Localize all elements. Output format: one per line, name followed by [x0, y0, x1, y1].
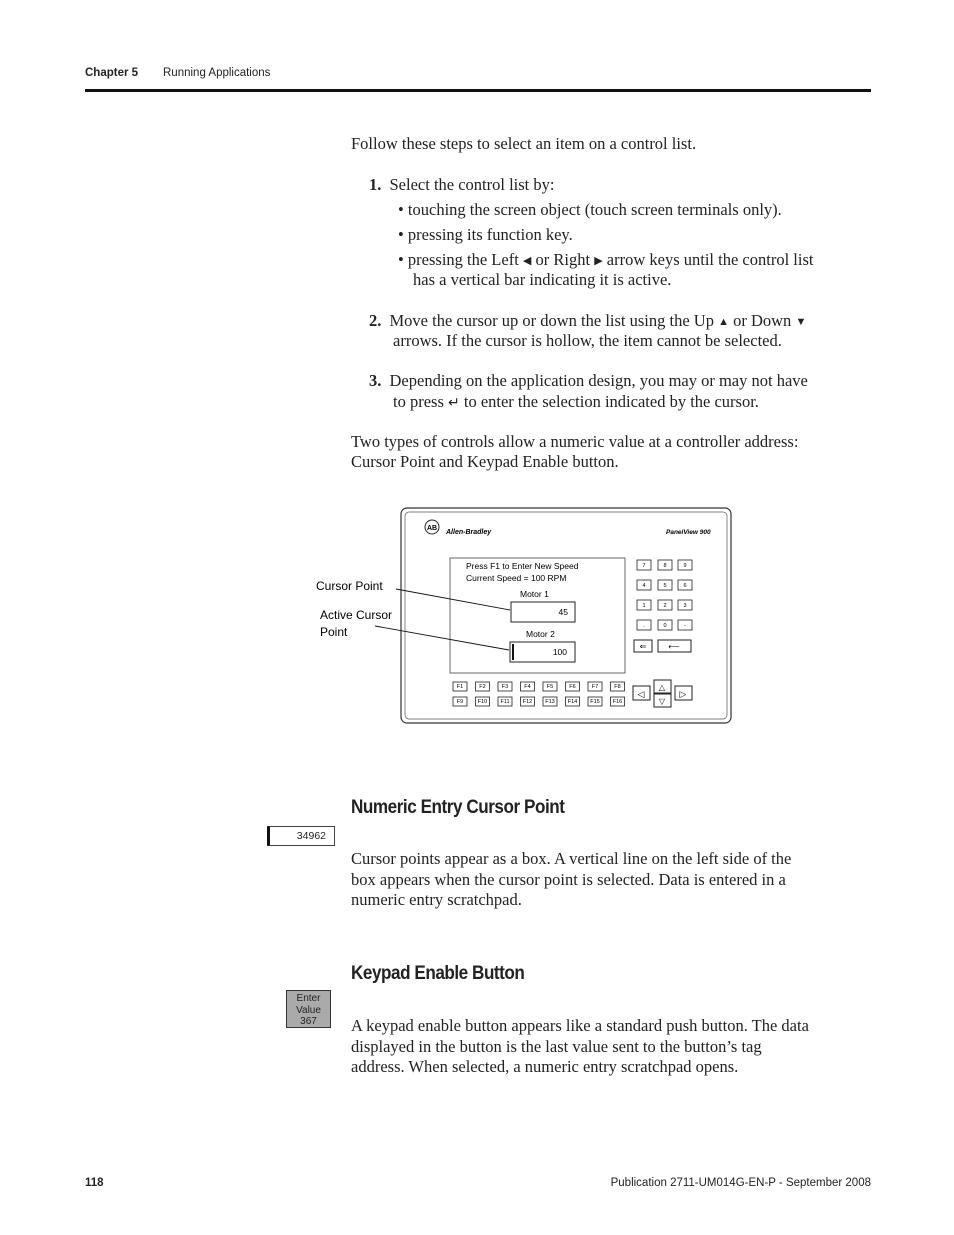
function-key-label: F7 [591, 684, 599, 690]
motor-1-value: 45 [558, 607, 568, 617]
bullet-text: pressing the Left [407, 250, 519, 269]
paragraph-line: address. When selected, a numeric entry scratchpad opens. [351, 1057, 739, 1076]
callout-active-cursor: Active Cursor [320, 608, 393, 622]
controls-intro-line1: Two types of controls allow a numeric value at a controller address: [351, 432, 799, 451]
function-key-label: F14 [567, 699, 578, 705]
function-key-label: F6 [569, 684, 576, 690]
page-number: 118 [85, 1177, 104, 1189]
bullet-item: • pressing the Left ◀ or Right ▶ arrow keys until the control list [398, 250, 813, 272]
keypad-key-label: 0 [663, 623, 667, 629]
bullet-item: • touching the screen object (touch screen terminals only). [398, 200, 782, 219]
keypad-key-label: 3 [683, 603, 687, 609]
function-key-label: F9 [456, 699, 464, 705]
numeric-entry-paragraph [351, 849, 791, 911]
bullet-text: pressing its function key. [407, 225, 573, 244]
function-key-label: F1 [456, 684, 464, 690]
left-arrow-icon: ◀ [522, 255, 532, 267]
motor-1-label: Motor 1 [520, 589, 549, 599]
left-arrow-icon: ◁ [637, 689, 645, 699]
cursor-point-sample: 34962 [267, 826, 335, 846]
keypad-key-label: . [643, 623, 645, 629]
keypad-key-label: - [684, 623, 686, 629]
paragraph-line: A keypad enable button appears like a standard push button. The data [351, 1016, 809, 1035]
button-line: 367 [300, 1016, 317, 1027]
enter-key-icon: ⟵ [668, 642, 680, 651]
bullet-text: arrow keys until the control list [606, 250, 814, 269]
step-number: 3. [369, 371, 382, 390]
backspace-icon: ⇐ [639, 642, 647, 651]
up-arrow-icon: △ [658, 683, 666, 692]
function-key-label: F15 [590, 699, 600, 705]
numeric-entry-heading: Numeric Entry Cursor Point [351, 797, 565, 818]
keypad-enable-paragraph [351, 1016, 809, 1078]
button-line: Enter [296, 993, 321, 1004]
keypad-enable-heading: Keypad Enable Button [351, 963, 525, 984]
section-title: Running Applications [163, 67, 271, 79]
function-key-label: F8 [614, 684, 621, 690]
motor-2-value: 100 [552, 647, 567, 657]
down-arrow-icon: ▽ [658, 697, 666, 706]
screen-line-2: Current Speed = 100 RPM [466, 573, 567, 583]
enter-key-icon: ↵ [448, 396, 460, 411]
function-key-label: F11 [500, 699, 510, 705]
keypad-key-label: 8 [663, 563, 667, 569]
keypad-key-label: 9 [683, 563, 687, 569]
bullet-text-continued: has a vertical bar indicating it is active. [413, 270, 672, 289]
bullet-text: touching the screen object (touch screen terminals only). [407, 200, 782, 219]
paragraph-line: numeric entry scratchpad. [351, 890, 522, 909]
paragraph-line: Cursor points appear as a box. A vertical line on the left side of the [351, 849, 792, 868]
keypad-key-label: 2 [663, 603, 667, 609]
keypad-key-label: 4 [642, 583, 646, 589]
function-key-label: F16 [612, 699, 623, 705]
bullet-item: • pressing its function key. [398, 225, 573, 244]
motor-2-label: Motor 2 [526, 629, 555, 639]
function-key-label: F13 [545, 699, 555, 705]
keypad-key-label: 7 [642, 563, 646, 569]
function-key-label: F4 [524, 684, 531, 690]
step-3 [369, 371, 808, 392]
keypad-key-label: 5 [663, 583, 667, 589]
function-key-label: F3 [501, 684, 509, 690]
chapter-label: Chapter 5 [85, 67, 139, 79]
right-arrow-icon: ▷ [679, 689, 687, 699]
publication-info: Publication 2711-UM014G-EN-P - September 2008 [610, 1177, 871, 1189]
paragraph-line: box appears when the cursor point is selected. Data is entered in a [351, 869, 786, 889]
function-key-label: F12 [522, 699, 533, 705]
bullet-text: or Right [535, 250, 591, 269]
step-text: to enter the selection indicated by the cursor. [463, 392, 759, 411]
keypad-key-label: 6 [683, 583, 687, 589]
step-2 [369, 311, 806, 333]
controls-intro-line2: Cursor Point and Keypad Enable button. [351, 452, 619, 471]
logo-text: AB [426, 525, 438, 532]
paragraph-line: displayed in the button is the last value sent to the button’s tag [351, 1036, 762, 1056]
screen-line-1: Press F1 to Enter New Speed [466, 561, 579, 571]
step-text: to press [393, 392, 444, 411]
function-key-label: F5 [546, 684, 554, 690]
keypad-key-label: 1 [642, 603, 646, 609]
down-arrow-icon: ▼ [795, 316, 807, 328]
button-line: Value [296, 1004, 321, 1016]
callout-cursor-point: Cursor Point [316, 579, 383, 593]
step-number: 1. [369, 175, 382, 194]
step-text: Depending on the application design, you may or may not have [389, 371, 808, 390]
step-text-continued [393, 392, 759, 415]
step-1 [369, 175, 554, 196]
step-text-continued: arrows. If the cursor is hollow, the item cannot be selected. [393, 331, 782, 350]
up-arrow-icon: ▲ [718, 316, 729, 328]
brand-text: Allen-Bradley [446, 529, 492, 536]
step-text: or Down [733, 311, 792, 330]
function-key-label: F10 [477, 699, 488, 705]
step-text: Select the control list by: [389, 175, 555, 194]
function-key-label: F2 [479, 684, 486, 690]
step-text: Move the cursor up or down the list using the Up [389, 311, 714, 330]
intro-text: Follow these steps to select an item on a control list. [351, 134, 697, 153]
right-arrow-icon: ▶ [594, 255, 603, 267]
header-rule [85, 89, 871, 92]
product-text: PanelView 900 [666, 529, 711, 536]
step-number: 2. [369, 311, 382, 330]
callout-active-cursor-point: Point [320, 625, 348, 639]
keypad-enable-button-sample[interactable] [286, 990, 331, 1028]
